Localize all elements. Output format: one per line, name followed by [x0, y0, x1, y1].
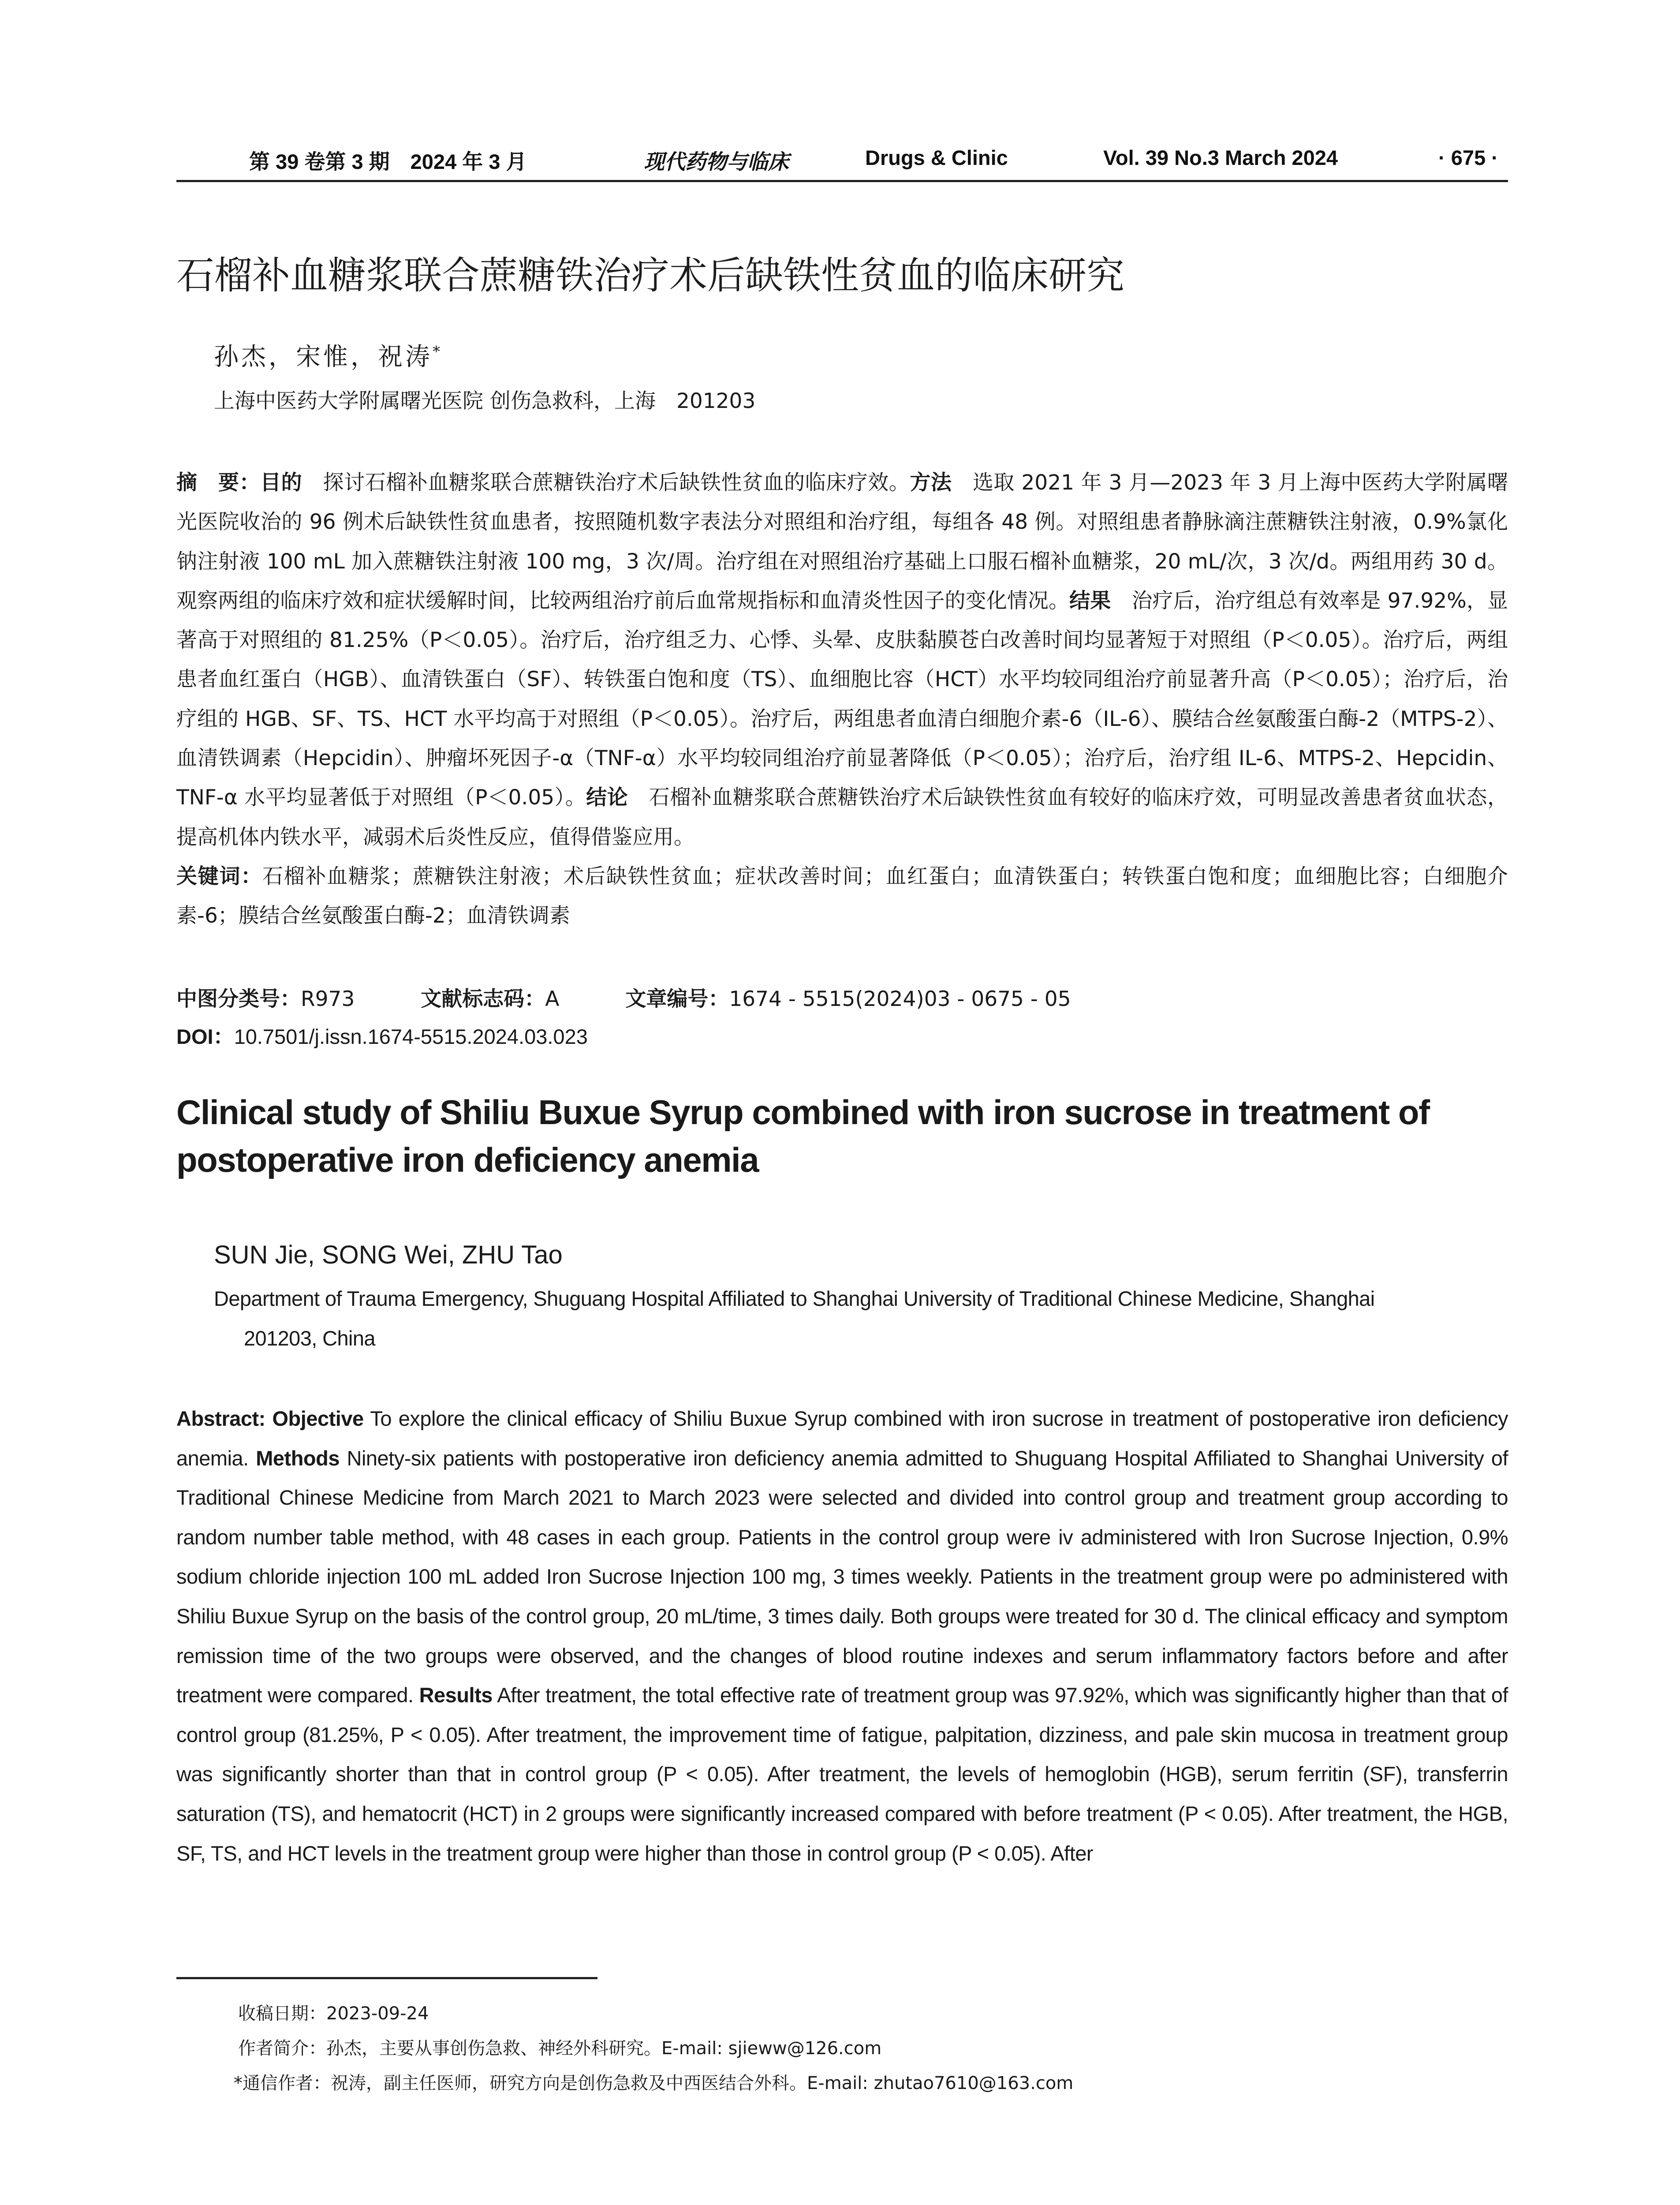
keywords-label-cn: 关键词： [176, 864, 262, 889]
abstract-cn [176, 463, 1508, 936]
methods-text-en: Ninety-six patients with postoperative iron deficiency anemia admitted to Shuguang Hospital Affiliated to Shanghai University of Traditional Chinese Medicine from March 2021 to March 2023 were selected and divided into control group and treatment group according to random number table method, with 48 cases in each group. Patients in the control group were iv administered with Iron Sucrose Injection, 0.9% sodium chloride injection 100 mL added Iron Sucrose Injection 100 mg, 3 times weekly. Patients in the treatment group were po administered with Shiliu Buxue Syrup on the basis of the control group, 20 mL/time, 3 times daily. Both groups were treated for 30 d. The clinical efficacy and symptom remission time of the two groups were observed, and the changes of blood routine indexes and serum inflammatory factors before and after treatment were compared. [176, 1446, 1508, 1707]
objective-text-en: To explore the clinical efficacy of Shiliu Buxue Syrup combined with iron sucrose in treatment of postoperative iron deficiency anemia. [176, 1407, 1508, 1470]
affiliation-en-line1: Department of Trauma Emergency, Shuguang Hospital Affiliated to Shanghai University of Traditional Chinese Medicine, Shanghai [214, 1287, 1375, 1310]
authors-en: SUN Jie, SONG Wei, ZHU Tao [214, 1241, 563, 1269]
objective-text-cn: 探讨石榴补血糖浆联合蔗糖铁治疗术后缺铁性贫血的临床疗效。 [302, 471, 910, 495]
keywords-text-cn: 石榴补血糖浆；蔗糖铁注射液；术后缺铁性贫血；症状改善时间；血红蛋白；血清铁蛋白；转铁蛋白饱和度；血细胞比容；白细胞介素-6；膜结合丝氨酸蛋白酶-2；血清铁调素 [176, 864, 1508, 928]
abstract-cn-label: 摘 要： [176, 471, 261, 495]
footnote-author-bio: 作者简介：孙杰，主要从事创伤急救、神经外科研究。E-mail: sjieww@126.com [238, 2038, 882, 2059]
article-number-value: 1674 - 5515(2024)03 - 0675 - 05 [729, 987, 1071, 1011]
doc-code-value: A [545, 987, 560, 1011]
methods-label-cn: 方法 [910, 471, 952, 495]
affiliation-en-line2: 201203, China [244, 1327, 375, 1350]
title-en: Clinical study of Shiliu Buxue Syrup combined with iron sucrose in treatment of postoperative iron deficiency anemia [176, 1093, 1430, 1179]
header-issue-cn: 第 39 卷第 3 期 2024 年 3 月 [249, 150, 527, 173]
conclusion-text-cn: 石榴补血糖浆联合蔗糖铁治疗术后缺铁性贫血有较好的临床疗效，可明显改善患者贫血状态，提高机体内铁水平，减弱术后炎性反应，值得借鉴应用。 [176, 785, 1508, 849]
authors-cn-names: 孙杰，宋惟，祝涛 [214, 343, 433, 371]
doi-value[interactable]: 10.7501/j.issn.1674-5515.2024.03.023 [234, 1025, 588, 1048]
header-issue-en: Vol. 39 No.3 March 2024 [1103, 146, 1338, 169]
abstract-en-label: Abstract: [176, 1407, 265, 1430]
results-text-cn: 治疗后，治疗组总有效率是 97.92%，显著高于对照组的 81.25%（P＜0.05）。治疗后，治疗组乏力、心悸、头晕、皮肤黏膜苍白改善时间均显著短于对照组（P＜0.05）。治疗后，两组患者血红蛋白（HGB）、血清铁蛋白（SF）、转铁蛋白饱和度（TS）、血细胞比容（HCT）水平均较同组治疗前显著升高（P＜0.05）；治疗后，治疗组的 HGB、SF、TS、HCT 水平均高于对照组（P＜0.05）。治疗后，两组患者血清白细胞介素-6（IL-6）、膜结合丝氨酸蛋白酶-2（MTPS-2）、血清铁调素（Hepcidin）、肿瘤坏死因子-α（TNF-α）水平均较同组治疗前显著降低（P＜0.05）；治疗后，治疗组 IL-6、MTPS-2、Hepcidin、TNF-α 水平均显著低于对照组（P＜0.05）。 [176, 588, 1508, 810]
conclusion-label-cn: 结论 [586, 785, 628, 810]
results-label-en: Results [419, 1683, 493, 1707]
doi-line [176, 1020, 588, 1050]
objective-label-en: Objective [272, 1407, 364, 1430]
clc-value: R973 [301, 987, 355, 1011]
header-page-number: · 675 · [1438, 146, 1498, 169]
results-text-en: After treatment, the total effective rate of treatment group was 97.92%, which was significantly higher than that of control group (81.25%, P < 0.05). After treatment, the improvement time of fatigue, palpitation, dizziness, and pale skin mucosa in treatment group was significantly shorter than that in control group (P < 0.05). After treatment, the levels of hemoglobin (HGB), serum ferritin (SF), transferrin saturation (TS), and hematocrit (HCT) in 2 groups were significantly increased compared with before treatment (P < 0.05). After treatment, the HGB, SF, TS, and HCT levels in the treatment group were higher than those in control group (P < 0.05). After [176, 1683, 1508, 1865]
header-journal-cn: 现代药物与临床 [644, 150, 789, 174]
article-number-label: 文章编号： [625, 987, 729, 1011]
affiliation-cn: 上海中医药大学附属曙光医院 创伤急救科，上海 201203 [214, 389, 756, 413]
header-journal-en: Drugs & Clinic [865, 146, 1008, 169]
abstract-en [176, 1399, 1508, 1873]
doc-code-label: 文献标志码： [421, 987, 545, 1011]
objective-label-cn: 目的 [260, 471, 302, 495]
running-header [176, 140, 1508, 182]
footnote-corresponding: *通信作者：祝涛，副主任医师，研究方向是创伤急救及中西医结合外科。E-mail: zhutao7610@163.com [234, 2073, 1074, 2093]
corresponding-mark: * [433, 343, 443, 361]
clc-label: 中图分类号： [176, 987, 301, 1011]
methods-label-en: Methods [256, 1446, 340, 1470]
classification-line [176, 983, 1071, 1012]
methods-text-cn: 选取 2021 年 3 月—2023 年 3 月上海中医药大学附属曙光医院收治的 96 例术后缺铁性贫血患者，按照随机数字表法分对照组和治疗组，每组各 48 例。对照组患者静脉滴注蔗糖铁注射液，0.9%氯化钠注射液 100 mL 加入蔗糖铁注射液 100 mg，3 次/周。治疗组在对照组治疗基础上口服石榴补血糖浆，20 mL/次，3 次/d。两组用药 30 d。观察两组的临床疗效和症状缓解时间，比较两组治疗前后血常规指标和血清炎性因子的变化情况。 [176, 471, 1508, 613]
doi-label: DOI： [176, 1025, 234, 1048]
authors-cn [214, 337, 443, 373]
title-cn: 石榴补血糖浆联合蔗糖铁治疗术后缺铁性贫血的临床研究 [176, 254, 1124, 298]
results-label-cn: 结果 [1069, 588, 1111, 613]
footnote-divider [176, 1977, 597, 1979]
footnote-received: 收稿日期：2023-09-24 [238, 2003, 429, 2024]
affiliation-en [214, 1279, 1508, 1358]
